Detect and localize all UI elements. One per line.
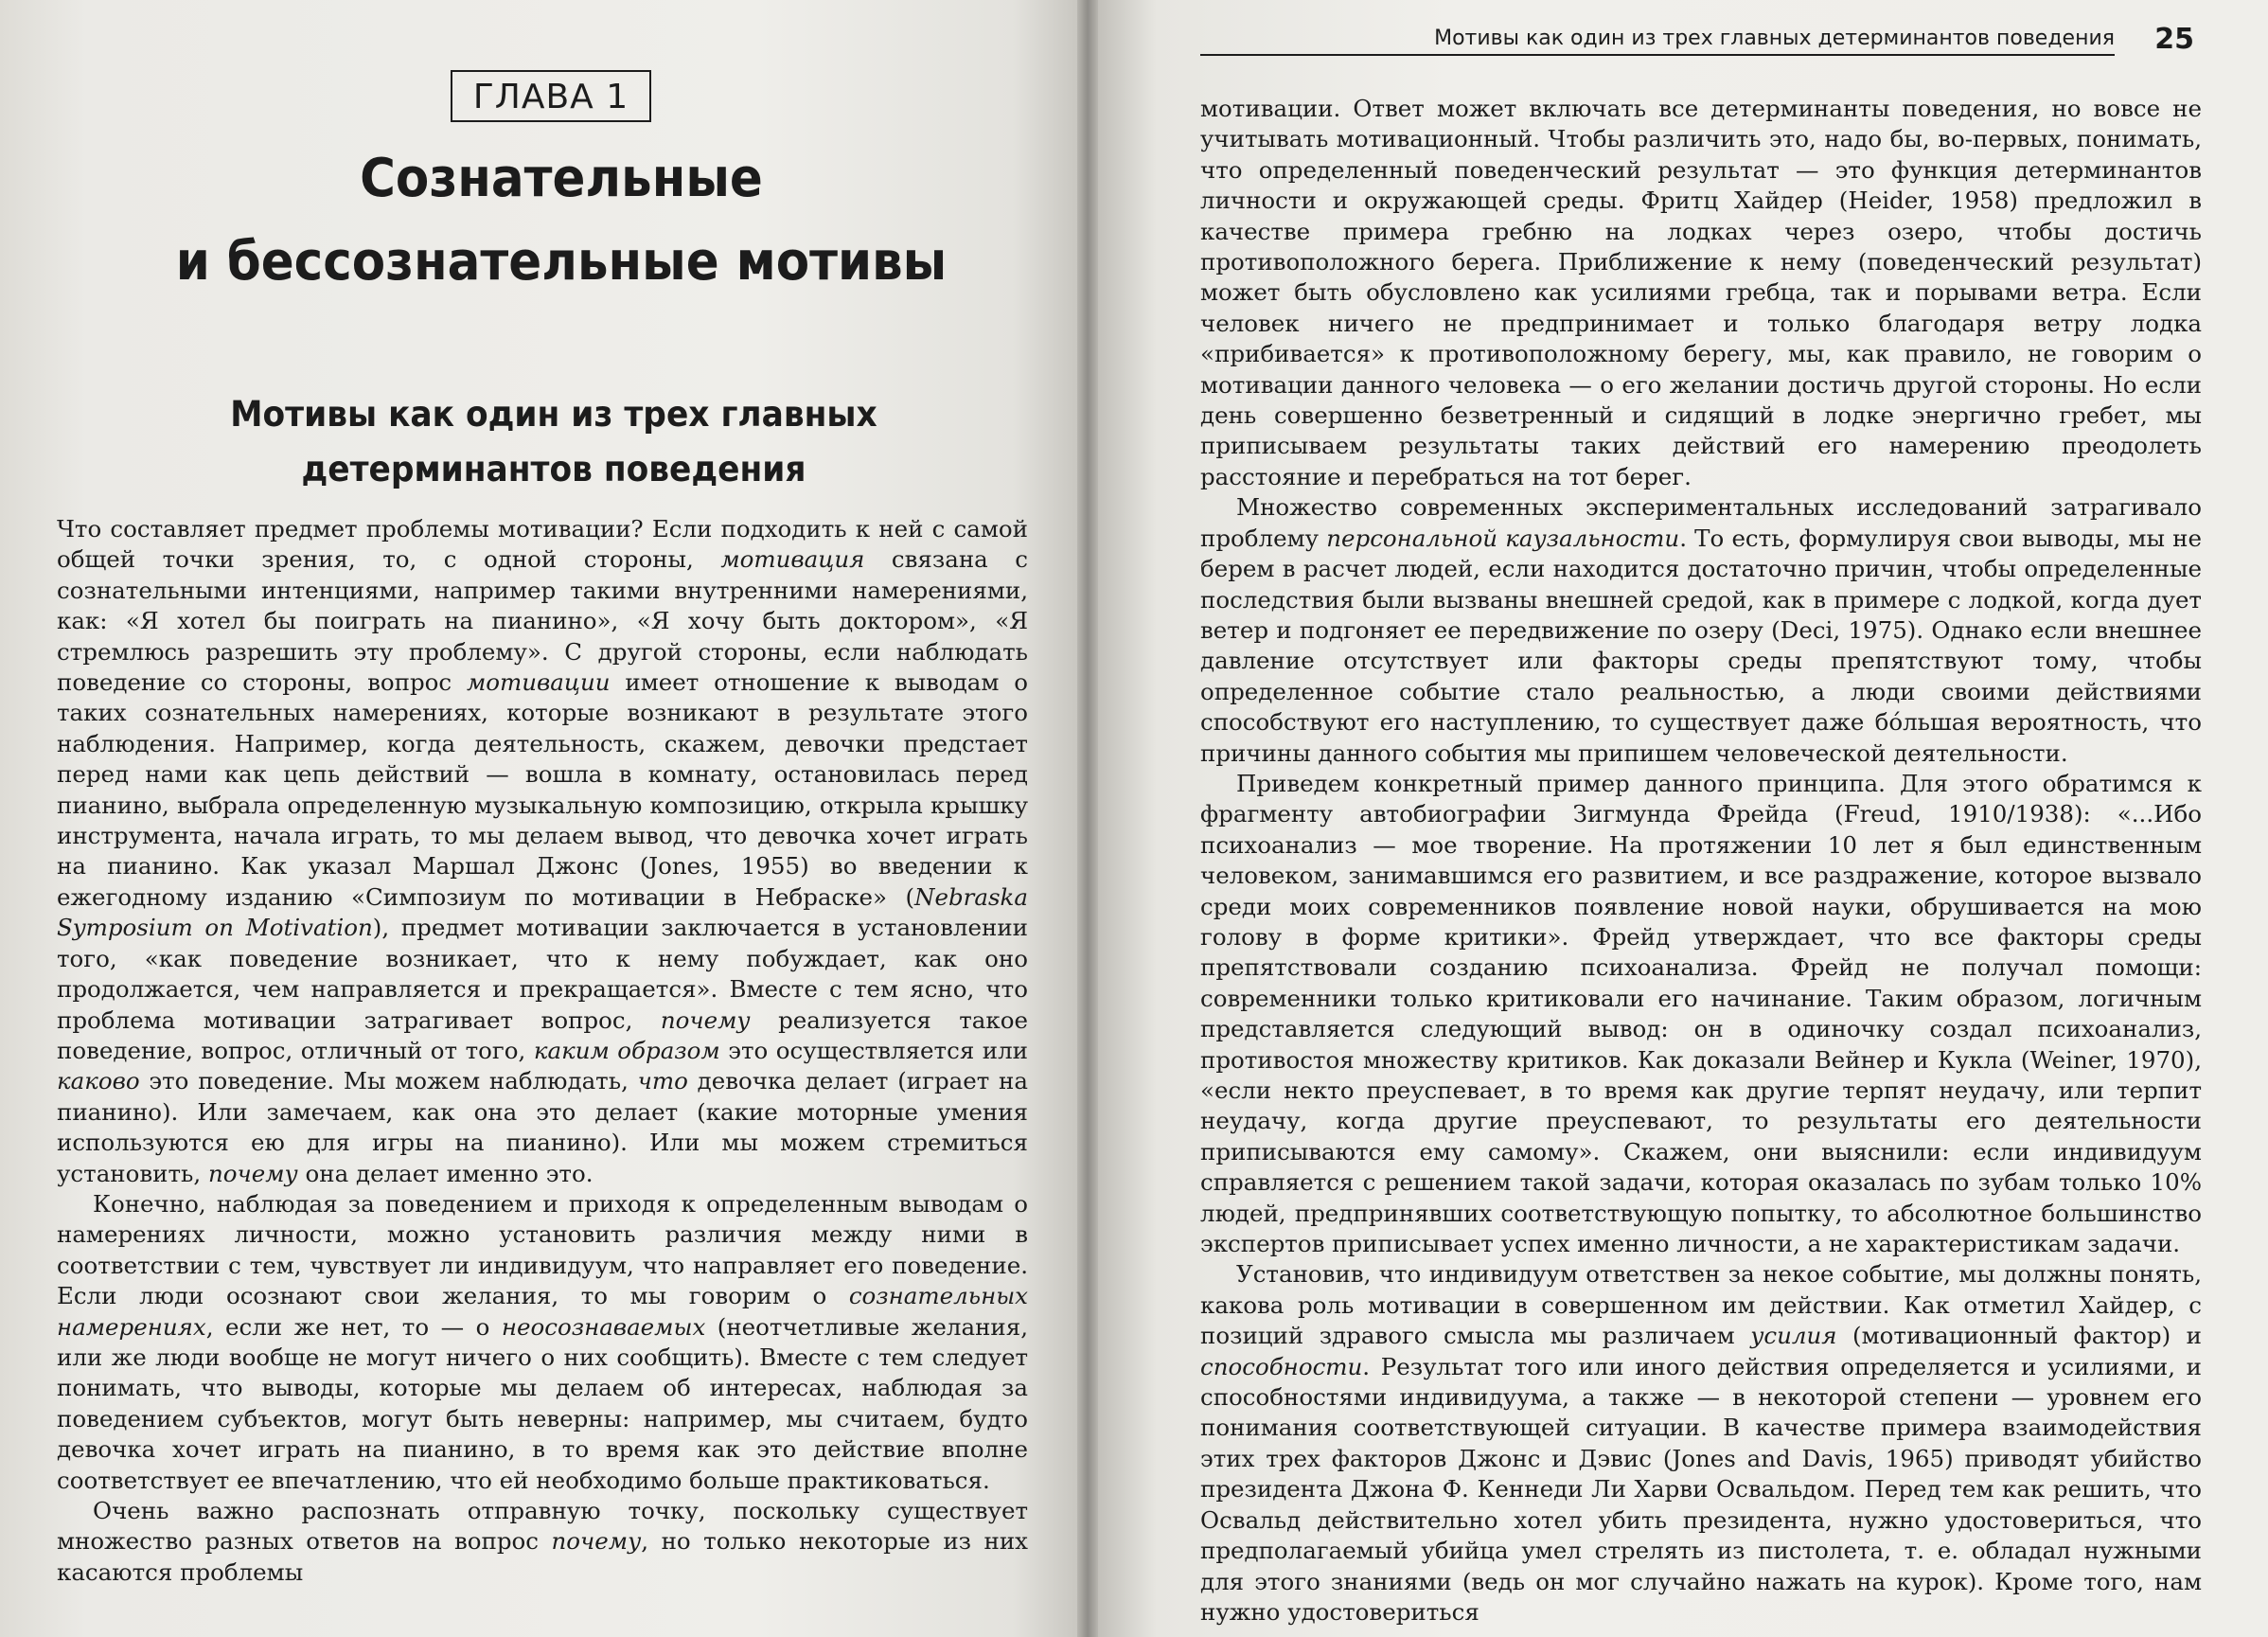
- text-run: Что составляет предмет проблемы мотивации? Если подходить к ней с самой общей точки зрения, то, с одной стороны,: [57, 515, 1028, 574]
- section-title: [113, 387, 995, 497]
- book-gutter: [1077, 0, 1098, 1637]
- chapter-title-line: и бессознательные мотивы: [175, 231, 948, 293]
- italic-run: Nebraska Symposium on Motivation: [57, 882, 1028, 942]
- text-run: , если же нет, то — о: [205, 1312, 502, 1341]
- italic-run: сознательных намерениях: [57, 1282, 1028, 1341]
- text-run: это поведение. Мы можем наблюдать,: [139, 1067, 638, 1095]
- text-run: ), предмет мотивации заключается в установлении того, «как поведение возникает, что к нему побуждает, как оно продолжается, чем направляется и прекращается». Вместе с тем ясно, что проблема мотивации затрагивает вопрос,: [57, 914, 1028, 1034]
- italic-run: что: [637, 1067, 688, 1095]
- text-run: (неотчетливые желания, или же люди вообще не могут ничего о них сообщить). Вместе с тем следует понимать, что выводы, которые мы делаем об интересах, наблюдая за поведением субъектов, могут быть неверны: например, мы считаем, будто девочка хочет играть на пианино, в то время как это действие вполне соответствует ее впечатлению, что ей необходимо больше практиковаться.: [57, 1312, 1028, 1494]
- left-body-text: [57, 514, 1028, 1588]
- paragraph: [57, 1189, 1028, 1496]
- paragraph: [1200, 769, 2202, 1260]
- running-head: [1200, 23, 2194, 56]
- chapter-label: ГЛАВА 1: [451, 70, 651, 122]
- text-run: Очень важно распознать отправную точку, поскольку существует множество разных ответов на вопрос: [57, 1497, 1028, 1556]
- right-page: [1098, 0, 2268, 1637]
- text-run: Множество современных экспериментальных исследований затрагивало проблему: [1200, 493, 2202, 552]
- text-run: девочка делает (играет на пианино). Или замечаем, как она это делает (какие моторные умения используются ею для игры на пианино). Или мы можем стремиться установить,: [57, 1067, 1028, 1187]
- paragraph: [57, 514, 1028, 1189]
- text-run: реализуется такое поведение, вопрос, отличный от того,: [57, 1005, 1028, 1064]
- italic-run: почему: [207, 1159, 298, 1187]
- text-run: мотивации. Ответ может включать все детерминанты поведения, но вовсе не учитывать мотивационный. Чтобы различить это, надо бы, во-первых, понимать, что определенный поведенческий результат — это функция детерминантов личности и окружающей среды. Фритц Хайдер (Heider, 1958) предложил в качестве примера гребню на лодках через озеро, чтобы достичь противоположного берега. Приближение к нему (поведенческий результат) может быть обусловлено как усилиями гребца, так и порывами ветра. Если человек ничего не предпринимает и только благодаря ветру лодка «прибивается» к противоположному берегу, мы, как правило, не говорим о мотивации данного человека — о его желании достичь другой стороны. Но если день совершенно безветренный и сидящий в лодке энергично гребет, мы приписываем результаты таких действий его намерению преодолеть расстояние и перебраться на тот берег.: [1200, 95, 2202, 490]
- paragraph: [1200, 1259, 2202, 1628]
- italic-run: неосознаваемых: [501, 1312, 706, 1341]
- left-page: [0, 0, 1077, 1637]
- text-run: это осуществляется или: [719, 1036, 1029, 1064]
- running-head-title: Мотивы как один из трех главных детерминантов поведения: [1434, 27, 2115, 50]
- text-run: связана с сознательными интенциями, например такими внутренними намерениями, как: «Я хотел бы поиграть на пианино», «Я хочу быть доктором», «Я стремлюсь разрешить эту проблему». С другой стороны, если наблюдать поведение со стороны, вопрос: [57, 545, 1028, 697]
- text-run: (мотивационный фактор) и: [1836, 1322, 2203, 1350]
- italic-run: почему: [551, 1527, 642, 1556]
- italic-run: способности: [1200, 1352, 1363, 1380]
- text-run: Конечно, наблюдая за поведением и приходя к определенным выводам о намерениях личности, можно установить различия между ними в соответствии с тем, чувствует ли индивидуум, что направляет его поведение. Если люди осознают свои желания, то мы говорим о: [57, 1189, 1028, 1310]
- italic-run: почему: [660, 1005, 751, 1034]
- italic-run: мотивации: [466, 668, 611, 697]
- italic-run: усилия: [1750, 1322, 1837, 1350]
- page-number: 25: [2154, 23, 2194, 56]
- text-run: имеет отношение к выводам о таких сознательных намерениях, которые возникают в результате этого наблюдения. Например, когда деятельность, скажем, девочки предстает перед нами как цепь действий — вошла в комнату, остановилась перед пианино, выбрала определенную музыкальную композицию, открыла крышку инструмента, начала играть, то мы делаем вывод, что девочка хочет играть на пианино. Как указал Маршал Джонс (Jones, 1955) во введении к ежегодному изданию «Симпозиум по мотивации в Небраске» (: [57, 668, 1029, 911]
- text-run: . Результат того или иного действия определяется и усилиями, и способностями индивидуума, а также — в некоторой степени — уровнем его понимания соответствующей ситуации. В качестве примера взаимодействия этих трех факторов Джонс и Дэвис (Jones and Davis, 1965) приводят убийство президента Джона Ф. Кеннеди Ли Харви Освальдом. Перед тем как решить, что Освальд действительно хотел убить президента, нужно удостовериться, что предполагаемый убийца умел стрелять из пистолета, т. е. обладал нужными для этого знаниями (ведь он мог случайно нажать на курок). Кроме того, нам нужно удостовериться: [1200, 1352, 2202, 1626]
- text-run: Приведем конкретный пример данного принципа. Для этого обратимся к фрагменту автобиографии Зигмунда Фрейда (Freud, 1910/1938): «...Ибо психоанализ — мое творение. На протяжении 10 лет я был единственным человеком, занимавшимся его развитием, и все раздражение, которое вызвало среди моих современников появление новой науки, обрушивается на мою голову в форме критики». Фрейд утверждает, что все факторы среды препятствовали созданию психоанализа. Фрейд не получал помощи: современники только критиковали его начинание. Таким образом, логичным представляется следующий вывод: он в одиночку создал психоанализ, противостоя множеству критиков. Как доказали Вейнер и Кукла (Weiner, 1970), «если некто преуспевает, в то время как другие терпят неудачу, или терпит неудачу, когда другие преуспевают, то результаты его деятельности приписываются ему самому». Скажем, они выяснили: если индивидуум справляется с решением такой задачи, которая оказалась по зубам только 10% людей, предпринявших соответствующую попытку, то абсолютное большинство экспертов приписывает успех именно личности, а не характеристикам задачи.: [1200, 769, 2202, 1258]
- chapter-label-wrap: [74, 70, 1028, 122]
- chapter-title-line: Сознательные: [360, 148, 763, 209]
- paragraph: [1200, 492, 2202, 769]
- chapter-title: [132, 137, 990, 304]
- section-title-line: Мотивы как один из трех главных: [230, 394, 877, 435]
- paragraph: [1200, 94, 2202, 492]
- italic-run: каково: [57, 1067, 140, 1095]
- paragraph: [57, 1496, 1028, 1588]
- italic-run: персональной каузальности: [1326, 524, 1680, 552]
- text-run: Установив, что индивидуум ответствен за некое событие, мы должны понять, какова роль мотивации в совершенном им действии. Как отметил Хайдер, с позиций здравого смысла мы различаем: [1200, 1260, 2202, 1350]
- italic-run: мотивация: [720, 545, 865, 574]
- text-run: она делает именно это.: [297, 1159, 594, 1187]
- section-title-line: детерминантов поведения: [301, 449, 806, 489]
- text-run: , но только некоторые из них касаются проблемы: [57, 1527, 1028, 1586]
- right-body-text: [1200, 94, 2202, 1628]
- italic-run: каким образом: [533, 1036, 720, 1064]
- text-run: . То есть, формулируя свои выводы, мы не берем в расчет людей, если находится достаточно причин, чтобы определенные последствия были вызваны внешней средой, как в примере с лодкой, когда дует ветер и подгоняет ее передвижение по озеру (Deci, 1975). Однако если внешнее давление отсутствует или факторы среды препятствуют тому, чтобы определенное событие стало реальностью, а люди своими действиями способствуют его наступлению, то существует даже бóльшая вероятность, что причины данного события мы припишем человеческой деятельности.: [1200, 524, 2202, 767]
